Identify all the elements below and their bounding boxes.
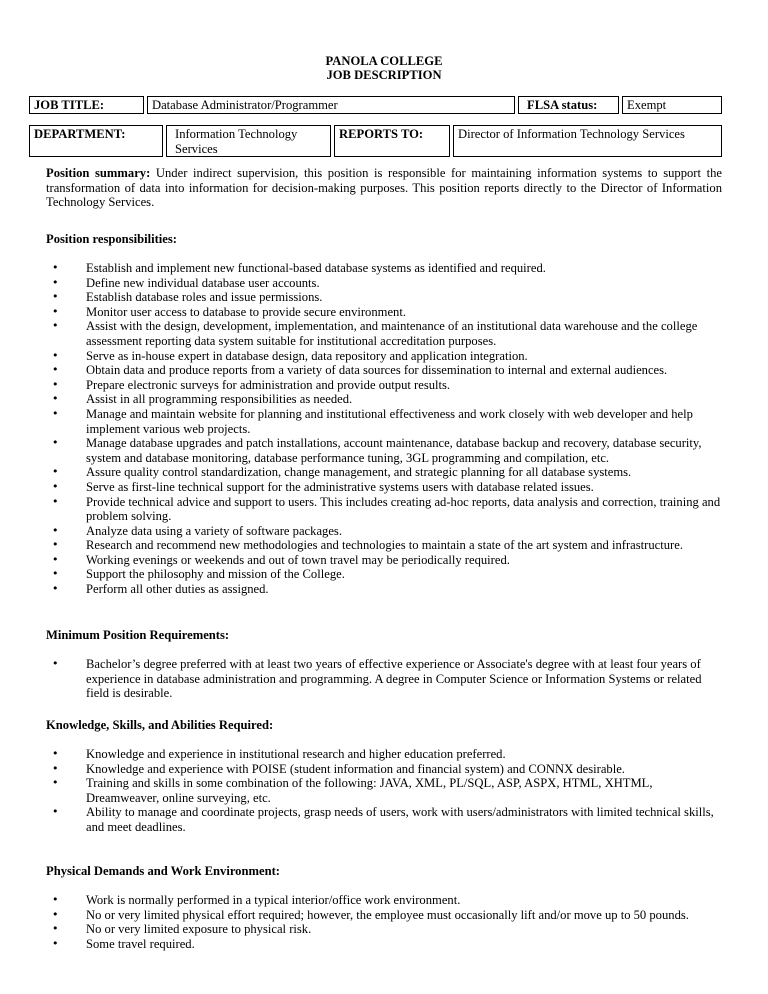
- list-item: • Knowledge and experience with POISE (student information and financial system) and CONNX desirable.: [46, 762, 722, 777]
- list-item: • Ability to manage and coordinate projects, grasp needs of users, work with users/administrators with limited technical skills, and meet deadlines.: [46, 805, 722, 834]
- list-item: • Assure quality control standardization, change management, and strategic planning for all database systems.: [46, 465, 722, 480]
- list-item: • Establish database roles and issue permissions.: [46, 290, 722, 305]
- list-item: • Establish and implement new functional-based database systems as identified and required.: [46, 261, 722, 276]
- list-item: • Research and recommend new methodologies and technologies to maintain a state of the art system and infrastructure.: [46, 538, 722, 553]
- list-item: • Working evenings or weekends and out of town travel may be periodically required.: [46, 553, 722, 568]
- list-item: • Serve as first-line technical support for the administrative systems users with database related issues.: [46, 480, 722, 495]
- physical-list: [46, 893, 722, 951]
- ksa-heading: Knowledge, Skills, and Abilities Required:: [46, 718, 274, 732]
- list-item: • Assist in all programming responsibilities as needed.: [46, 392, 722, 407]
- list-item: • Knowledge and experience in institutional research and higher education preferred.: [46, 747, 722, 762]
- list-item: • Provide technical advice and support to users. This includes creating ad-hoc reports, data analysis and correction, training and problem solving.: [46, 495, 722, 524]
- responsibilities-list: [46, 261, 722, 597]
- requirements-list: [46, 657, 722, 701]
- list-item: • Work is normally performed in a typical interior/office work environment.: [46, 893, 722, 908]
- list-item: • Prepare electronic surveys for administration and provide output results.: [46, 378, 722, 393]
- document-title: JOB DESCRIPTION: [326, 68, 442, 82]
- list-item: • Assist with the design, development, implementation, and maintenance of an institutional data warehouse and the college assessment reporting data system suitable for institutional accreditation purposes.: [46, 319, 722, 348]
- responsibilities-heading: Position responsibilities:: [46, 232, 177, 246]
- ksa-list: [46, 747, 722, 835]
- job-title-label: JOB TITLE:: [29, 96, 144, 114]
- list-item: • Support the philosophy and mission of the College.: [46, 567, 722, 582]
- list-item: • Manage and maintain website for planning and institutional effectiveness and work closely with web developer and help implement various web projects.: [46, 407, 722, 436]
- reports-to-value: Director of Information Technology Services: [453, 125, 722, 157]
- list-item: • Perform all other duties as assigned.: [46, 582, 722, 597]
- physical-heading: Physical Demands and Work Environment:: [46, 864, 280, 878]
- list-item: • No or very limited physical effort required; however, the employee must occasionally lift and/or move up to 50 pounds.: [46, 908, 722, 923]
- department-label: DEPARTMENT:: [29, 125, 163, 157]
- list-item: • Serve as in-house expert in database design, data repository and application integration.: [46, 349, 722, 364]
- list-item: • Monitor user access to database to provide secure environment.: [46, 305, 722, 320]
- college-name: PANOLA COLLEGE: [325, 54, 443, 68]
- list-item: • Manage database upgrades and patch installations, account maintenance, database backup and recovery, database security, system and database monitoring, database performance tuning, 3GL programming and compilation, etc.: [46, 436, 722, 465]
- list-item: • Training and skills in some combination of the following: JAVA, XML, PL/SQL, ASP, ASPX, HTML, XHTML, Dreamweaver, online surveying, etc.: [46, 776, 722, 805]
- list-item: • Bachelor’s degree preferred with at least two years of effective experience or Associate's degree with at least four years of experience in database administration and programming. A degree in Computer Science or Information Systems or related field is desirable.: [46, 657, 722, 701]
- flsa-value: Exempt: [622, 96, 722, 114]
- department-value: Information Technology Services: [166, 125, 331, 157]
- list-item: • Obtain data and produce reports from a variety of data sources for dissemination to internal and external audiences.: [46, 363, 722, 378]
- position-summary-label: Position summary:: [46, 166, 151, 180]
- list-item: • Define new individual database user accounts.: [46, 276, 722, 291]
- job-title-value: Database Administrator/Programmer: [147, 96, 515, 114]
- position-summary: [46, 166, 722, 210]
- flsa-label: FLSA status:: [518, 96, 619, 114]
- list-item: • No or very limited exposure to physical risk.: [46, 922, 722, 937]
- position-summary-text: Under indirect supervision, this position is responsible for maintaining information systems to support the transformation of data into information for decision-making purposes. This position reports directly to the Director of Information Technology Services.: [46, 166, 722, 210]
- list-item: • Analyze data using a variety of software packages.: [46, 524, 722, 539]
- requirements-heading: Minimum Position Requirements:: [46, 628, 230, 642]
- reports-to-label: REPORTS TO:: [334, 125, 450, 157]
- list-item: • Some travel required.: [46, 937, 722, 952]
